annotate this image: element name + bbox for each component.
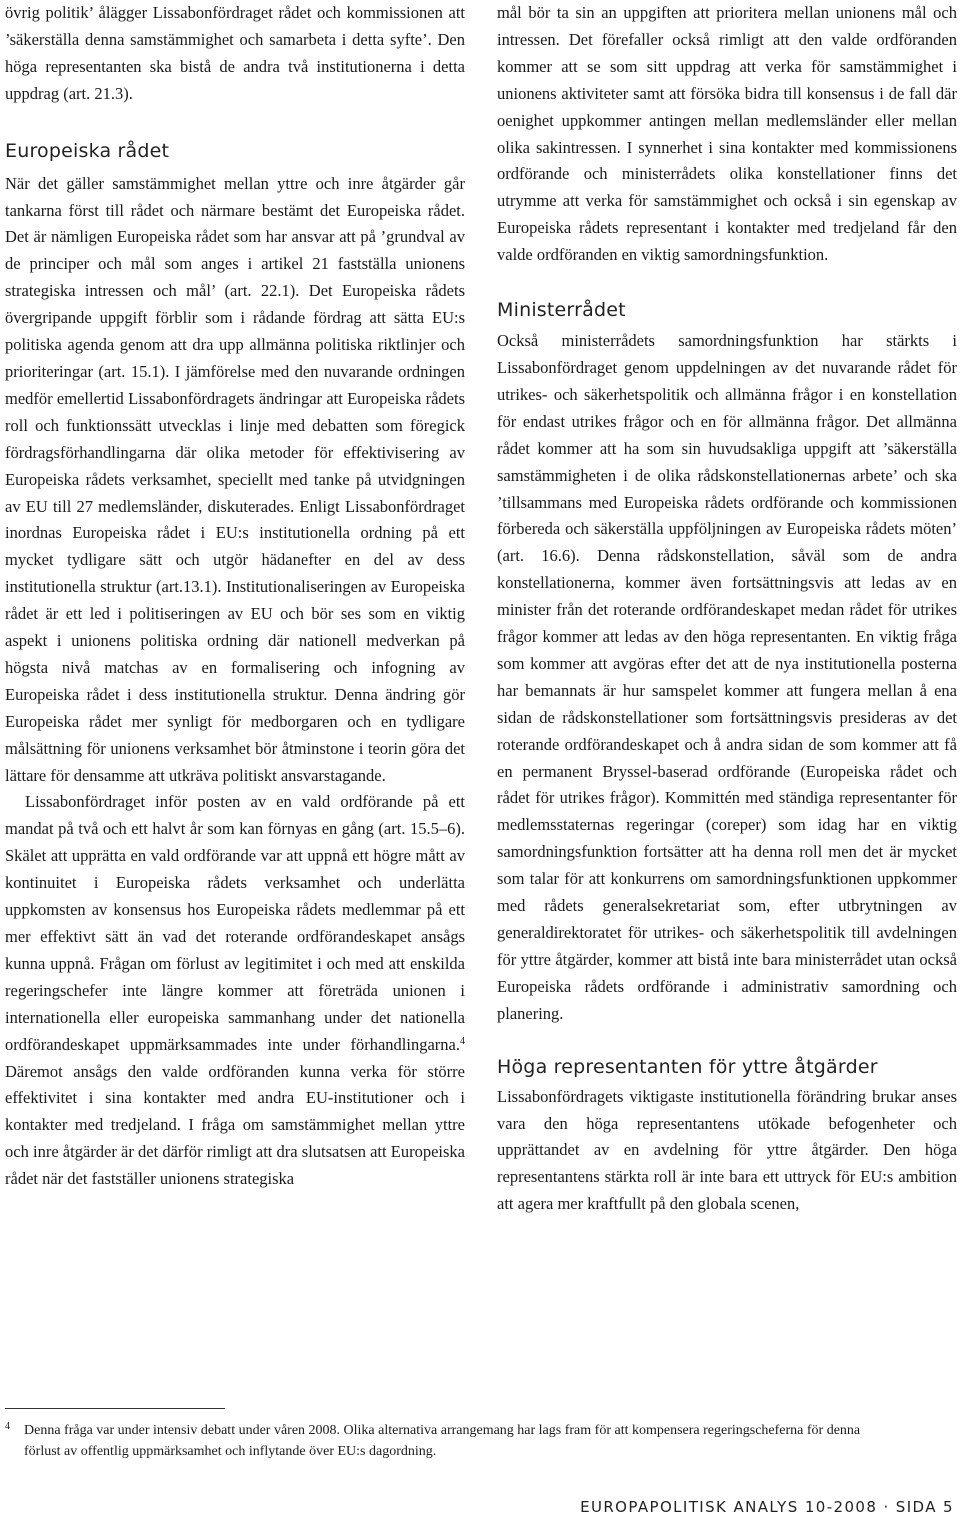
- footnote-divider: [5, 1408, 225, 1409]
- paragraph-text: Däremot ansågs den valde ordföranden kunna verka för större effektivitet i sina kontakter med andra EU-institutioner och i kontakter med tredjeland. I fråga om samstämmighet mellan yttre och inre åtgärder är det därför rimligt att dra slutsatsen att Europeiska rådet när det fastställer unionens strategiska: [5, 1061, 465, 1189]
- footnote-number: 4: [5, 1421, 10, 1432]
- paragraph-hoga-representanten: Lissabonfördragets viktigaste institutionella förändring brukar anses vara den höga representantens utökade befogenheter och upprättandet av en avdelning för yttre åtgärder. Den höga representantens stärkta roll är inte bara ett uttryck för EU:s ambition att agera mer kraftfullt på den globala scenen,: [497, 1086, 957, 1214]
- left-column: [5, 0, 465, 1193]
- paragraph-europeiska-radet-1: När det gäller samstämmighet mellan yttre och inre åtgärder går tankarna först till rådet och närmare bestämt det Europeiska rådet. Det är nämligen Europeiska rådet som har ansvar att på ’grundval av de principer och mål som anges i artikel 21 fastställa unionens strategiska intressen och mål’ (art. 22.1). Det Europeiska rådets övergripande uppgift förblir som i rådande fördrag att sätta EU:s politiska agenda genom att dra upp allmänna politiska riktlinjer och prioriteringar (art. 15.1). I jämförelse med den nuvarande ordningen medför emellertid Lissabonfördragets ändringar att Europeiska rådets roll och funktionssätt utvecklas i linje med debatten som föregick fördragsförhandlingarna där olika metoder för effektivisering av Europeiska rådets verksamhet, speciellt med tanke på utvidgningen av EU till 27 medlemsländer, diskuterades. Enligt Lissabonfördraget inordnas Europeiska rådet i EU:s institutionella ordning på ett mycket tydligare sätt och utgör hädanefter en del av dess institutionella struktur (art.13.1). Institutionaliseringen av Europeiska rådet är ett led i politiseringen av EU och bör ses som en viktig aspekt i unionens politiska ordning där nationell medverkan på högsta nivå matchas av en formalisering och infogning av Europeiska rådet i dess institutionella struktur. Denna ändring gör Europeiska rådet mer synligt för medborgaren och en tydligare målsättning för unionens verksamhet bör åtminstone i teorin göra det lättare för densamme att utkräva politiskt ansvarstagande.: [5, 173, 465, 785]
- page-footer: EUROPAPOLITISK ANALYS 10-2008 · SIDA 5: [580, 1498, 954, 1516]
- paragraph-ministerradet: Också ministerrådets samordningsfunktion har stärkts i Lissabonfördraget genom uppdelningen av det nuvarande rådet för utrikes- och säkerhetspolitik och allmänna frågor i en konstellation för endast utrikes frågor och en för allmänna frågor. Det allmänna rådet kommer att ha som sin huvudsakliga uppgift att ’säkerställa samstämmigheten i de olika rådskonstellationernas arbete’ och ska ’tillsammans med Europeiska rådets ordförande och kommissionen förbereda och säkerställa uppföljningen av Europeiska rådets möten’ (art. 16.6). Denna rådskonstellation, såväl som de andra konstellationerna, kommer även fortsättningsvis att ledas av en minister från det roterande ordförandeskapet medan rådet för utrikes frågor kommer att ledas av den höga representanten. En viktig fråga som kommer att avgöras efter det att de nya institutionella posterna har bemannats är hur samspelet kommer att fungera mellan å ena sidan de rådskonstellationer som fortsättningsvis presideras av det roterande ordförandeskapet och å andra sidan de som kommer att få en permanent Bryssel-baserad ordförande (Europeiska rådet och rådet för utrikes frågor). Kommittén med ständiga representanter för medlemsstaternas regeringar (coreper) som idag har en viktig samordningsfunktion fortsätter att ha denna roll men det är mycket som talar för att konkurrens om samordningsfunktionen uppkommer med rådets generalsekretariat som, efter utbrytningen av generaldirektoratet för utrikes- och säkerhetspolitik till avdelningen för yttre åtgärder, kommer att bistå inte bara ministerrådet utan också Europeiska rådets ordförande i administrativ samordning och planering.: [497, 331, 957, 1023]
- right-column: [497, 0, 957, 1218]
- paragraph-text: Lissabonfördraget inför posten av en vald ordförande på ett mandat på två och ett halvt år som kan förnyas en gång (art. 15.5–6). Skälet att upprätta en vald ordförande var att uppnå ett högre mått av kontinuitet i Europeiska rådets verksamhet och underlätta uppkomsten av konsensus hos Europeiska rådets medlemmar på ett mer effektivt sätt än vad det roterande ordförandeskapet ansågs kunna uppnå. Frågan om förlust av legitimitet i och med att enskilda regeringschefer inte längre kommer att företräda unionen i internationella eller europeiska sammanhang under det nationella ordförandeskapet uppmärksammades inte under förhandlingarna.: [5, 792, 465, 1054]
- footnote: [5, 1421, 885, 1462]
- paragraph-continued: övrig politik’ ålägger Lissabonfördraget rådet och kommissionen att ’säkerställa denna samstämmighet och samarbeta i detta syfte’. Den höga representanten ska bistå de andra två institutionerna i detta uppdrag (art. 21.3).: [5, 3, 465, 103]
- section-heading-ministerradet: Ministerrådet: [497, 299, 626, 322]
- paragraph-europeiska-radet-2: [5, 789, 465, 1193]
- footnote-text: Denna fråga var under intensiv debatt under våren 2008. Olika alternativa arrangemang har lags fram för att kompensera regeringscheferna för denna förlust av offentlig uppmärksamhet och inflytande över EU:s dagordning.: [24, 1423, 861, 1459]
- section-heading-hoga-representanten: Höga representanten för yttre åtgärder: [497, 1055, 878, 1078]
- section-heading-europeiska-radet: Europeiska rådet: [5, 139, 170, 162]
- footnote-reference[interactable]: 4: [460, 1035, 465, 1047]
- paragraph-continued: mål bör ta sin an uppgiften att prioritera mellan unionens mål och intressen. Det förefaller också rimligt att den valde ordföranden kommer att se som sitt uppdrag att verka för samstämmighet i unionens aktiviteter samt att försöka bidra till konsensus i de fall där oenighet uppkommer antingen mellan medlemsländer eller mellan olika sakintressen. I synnerhet i sina kontakter med kommissionens ordförande och ministerrådets olika konstellationer finns det utrymme att verka för samstämmighet och också i sin egenskap av Europeiska rådets representant i kontakter med tredjeland får den valde ordföranden en viktig samordningsfunktion.: [497, 3, 957, 265]
